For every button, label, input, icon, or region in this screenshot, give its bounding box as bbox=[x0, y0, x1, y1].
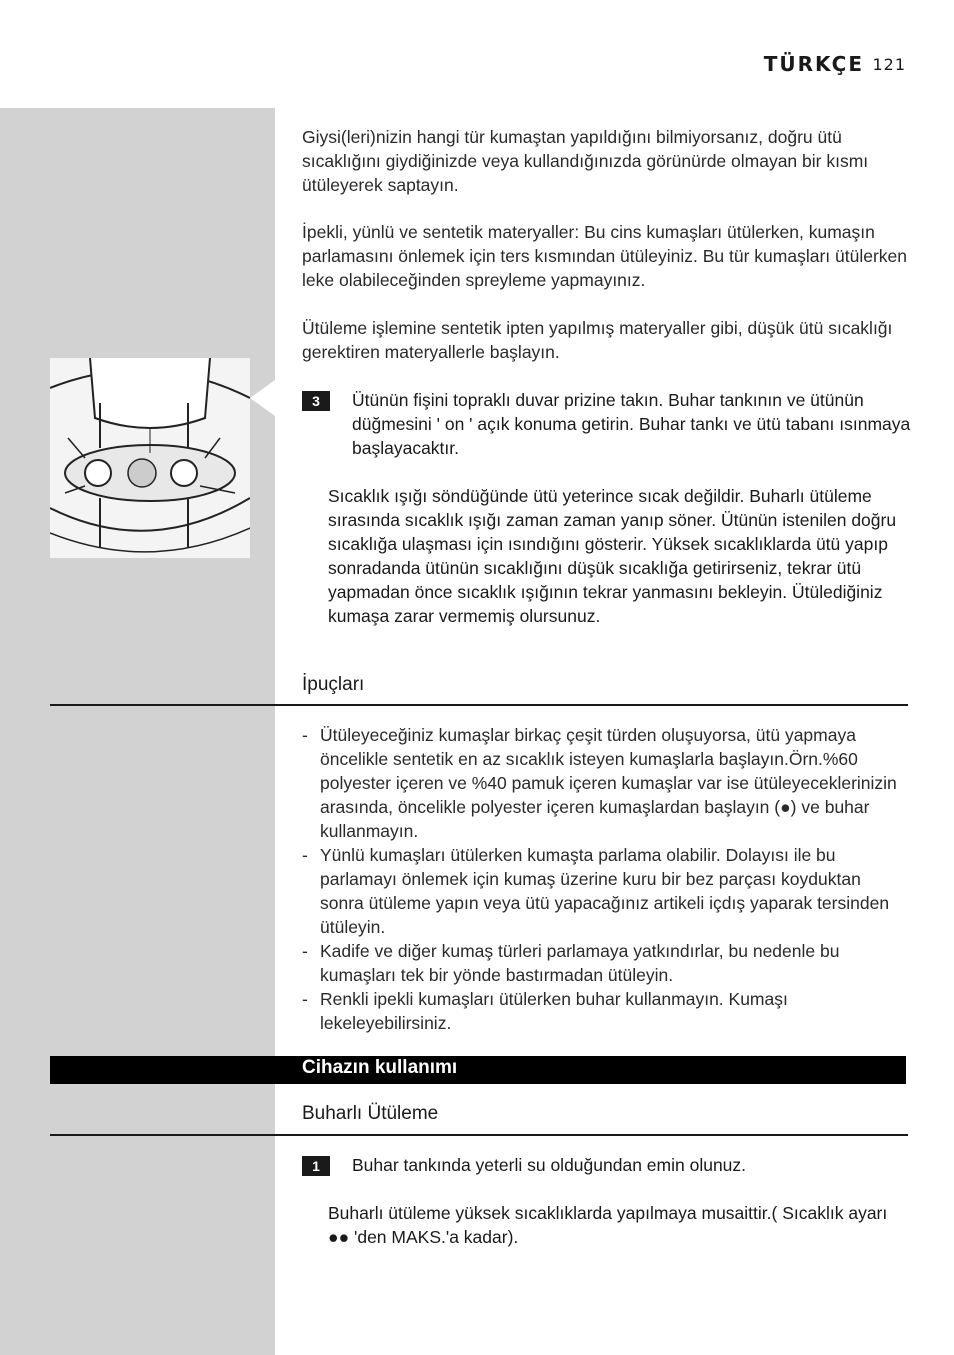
page-number: 121 bbox=[872, 55, 906, 74]
tip-item: - Kadife ve diğer kumaş türleri parlamaya yatkındırlar, bu nedenle bu kumaşları tek bir yönde bastırmadan ütüleyin. bbox=[302, 941, 840, 985]
language-header: TÜRKÇE bbox=[763, 52, 864, 76]
intro-paragraph-1: Giysi(leri)nizin hangi tür kumaştan yapıldığını bilmiyorsanız, doğru ütü sıcaklığını giydiğinizde veya kullandığınızda görünürde olmayan bir kısmı ütüleyerek saptayın. bbox=[302, 127, 869, 195]
step-3-note: Sıcaklık ışığı söndüğünde ütü yeterince sıcak değildir. Buharlı ütüleme sırasında sıcaklık ışığı zaman zaman yanıp söner. Ütünün istenilen doğru sıcaklığa ulaşması için ısındığını gösterir. Yüksek sıcaklıklarda ütü yapıp sonradanda ütünün sıcaklığını düşük sıcaklığa getirirseniz, tekrar ütü yapmadan önce sıcaklık ışığının tekrar yanmasını bekleyin. Ütülediğiniz kumaşa zarar vermemiş olursunuz. bbox=[328, 486, 897, 626]
iron-controls-drawing bbox=[50, 358, 250, 558]
figure-pointer bbox=[250, 380, 275, 416]
tip-item: - Ütüleyeceğiniz kumaşlar birkaç çeşit türden oluşuyorsa, ütü yapmaya öncelikle sentetik en az sıcaklık isteyen kumaşlarla başlayın.Örn.%60 polyester içeren ve %40 pamuk içeren kumaşlar var ise ütüleyeceklerinizin arasında, öncelikle polyester içeren kumaşlardan başlayın (●) ve buhar kullanmayın. bbox=[302, 725, 897, 841]
tip-item: - Yünlü kumaşları ütülerken kumaşta parlama olabilir. Dolayısı ile bu parlamayı önlemek için kumaş üzerine kuru bir bez parçası koyduktan sonra ütüleme yapın veya ütü yapacağınız artikeli içdış yaparak tersinden ütüleyin. bbox=[302, 845, 890, 937]
steam-rule bbox=[50, 1134, 908, 1136]
tip-text: Ütüleyeceğiniz kumaşlar birkaç çeşit türden oluşuyorsa, ütü yapmaya öncelikle sentetik en az sıcaklık isteyen kumaşlarla başlayın.Örn.%60 polyester içeren ve %40 pamuk içeren kumaşlar var ise ütüleyeceklerinizin arasında, öncelikle polyester içeren kumaşlardan başlayın (●) ve buhar kullanmayın. bbox=[320, 725, 897, 841]
tip-item: - Renkli ipekli kumaşları ütülerken buhar kullanmayın. Kumaşı lekeleyebilirsiniz. bbox=[302, 989, 788, 1033]
step-1-badge: 1 bbox=[302, 1156, 330, 1176]
step-1-text: Buhar tankında yeterli su olduğundan emin olunuz. bbox=[352, 1155, 747, 1175]
iron-control-illustration bbox=[50, 358, 250, 558]
steam-heading: Buharlı Ütüleme bbox=[302, 1103, 439, 1124]
steam-note: Buharlı ütüleme yüksek sıcaklıklarda yapılmaya musaittir.( Sıcaklık ayarı ●● 'den MAKS.'a kadar). bbox=[328, 1203, 888, 1247]
left-switch-icon bbox=[85, 460, 111, 486]
tips-heading: İpuçları bbox=[302, 674, 365, 695]
tip-text: Kadife ve diğer kumaş türleri parlamaya yatkındırlar, bu nedenle bu kumaşları tek bir yönde bastırmadan ütüleyin. bbox=[320, 941, 840, 985]
tip-text: Yünlü kumaşları ütülerken kumaşta parlama olabilir. Dolayısı ile bu parlamayı önlemek için kumaş üzerine kuru bir bez parçası koyduktan sonra ütüleme yapın veya ütü yapacağınız artikeli içdış yaparak tersinden ütüleyin. bbox=[320, 845, 890, 937]
right-switch-icon bbox=[171, 460, 197, 486]
intro-paragraph-2: İpekli, yünlü ve sentetik materyaller: Bu cins kumaşları ütülerken, kumaşın parlamasını önlemek için ters kısmından ütüleyiniz. Bu tür kumaşları ütülerken leke olabileceğinden spreyleme yapmayınız. bbox=[302, 222, 907, 290]
section-title: Cihazın kullanımı bbox=[302, 1057, 458, 1078]
tip-text: Renkli ipekli kumaşları ütülerken buhar kullanmayın. Kumaşı lekeleyebilirsiniz. bbox=[320, 989, 788, 1033]
section-bar bbox=[50, 1056, 906, 1084]
tips-rule bbox=[50, 704, 908, 706]
tips-list bbox=[302, 723, 908, 1035]
step-3-badge: 3 bbox=[302, 391, 330, 411]
left-margin-column bbox=[0, 108, 275, 1355]
intro-paragraph-3: Ütüleme işlemine sentetik ipten yapılmış materyaller gibi, düşük ütü sıcaklığı gerektiren materyallerle başlayın. bbox=[302, 318, 893, 362]
step-3-text: Ütünün fişini topraklı duvar prizine takın. Buhar tankının ve ütünün düğmesini ' on ' açık konuma getirin. Buhar tankı ve ütü tabanı ısınmaya başlayacaktır. bbox=[352, 390, 911, 458]
